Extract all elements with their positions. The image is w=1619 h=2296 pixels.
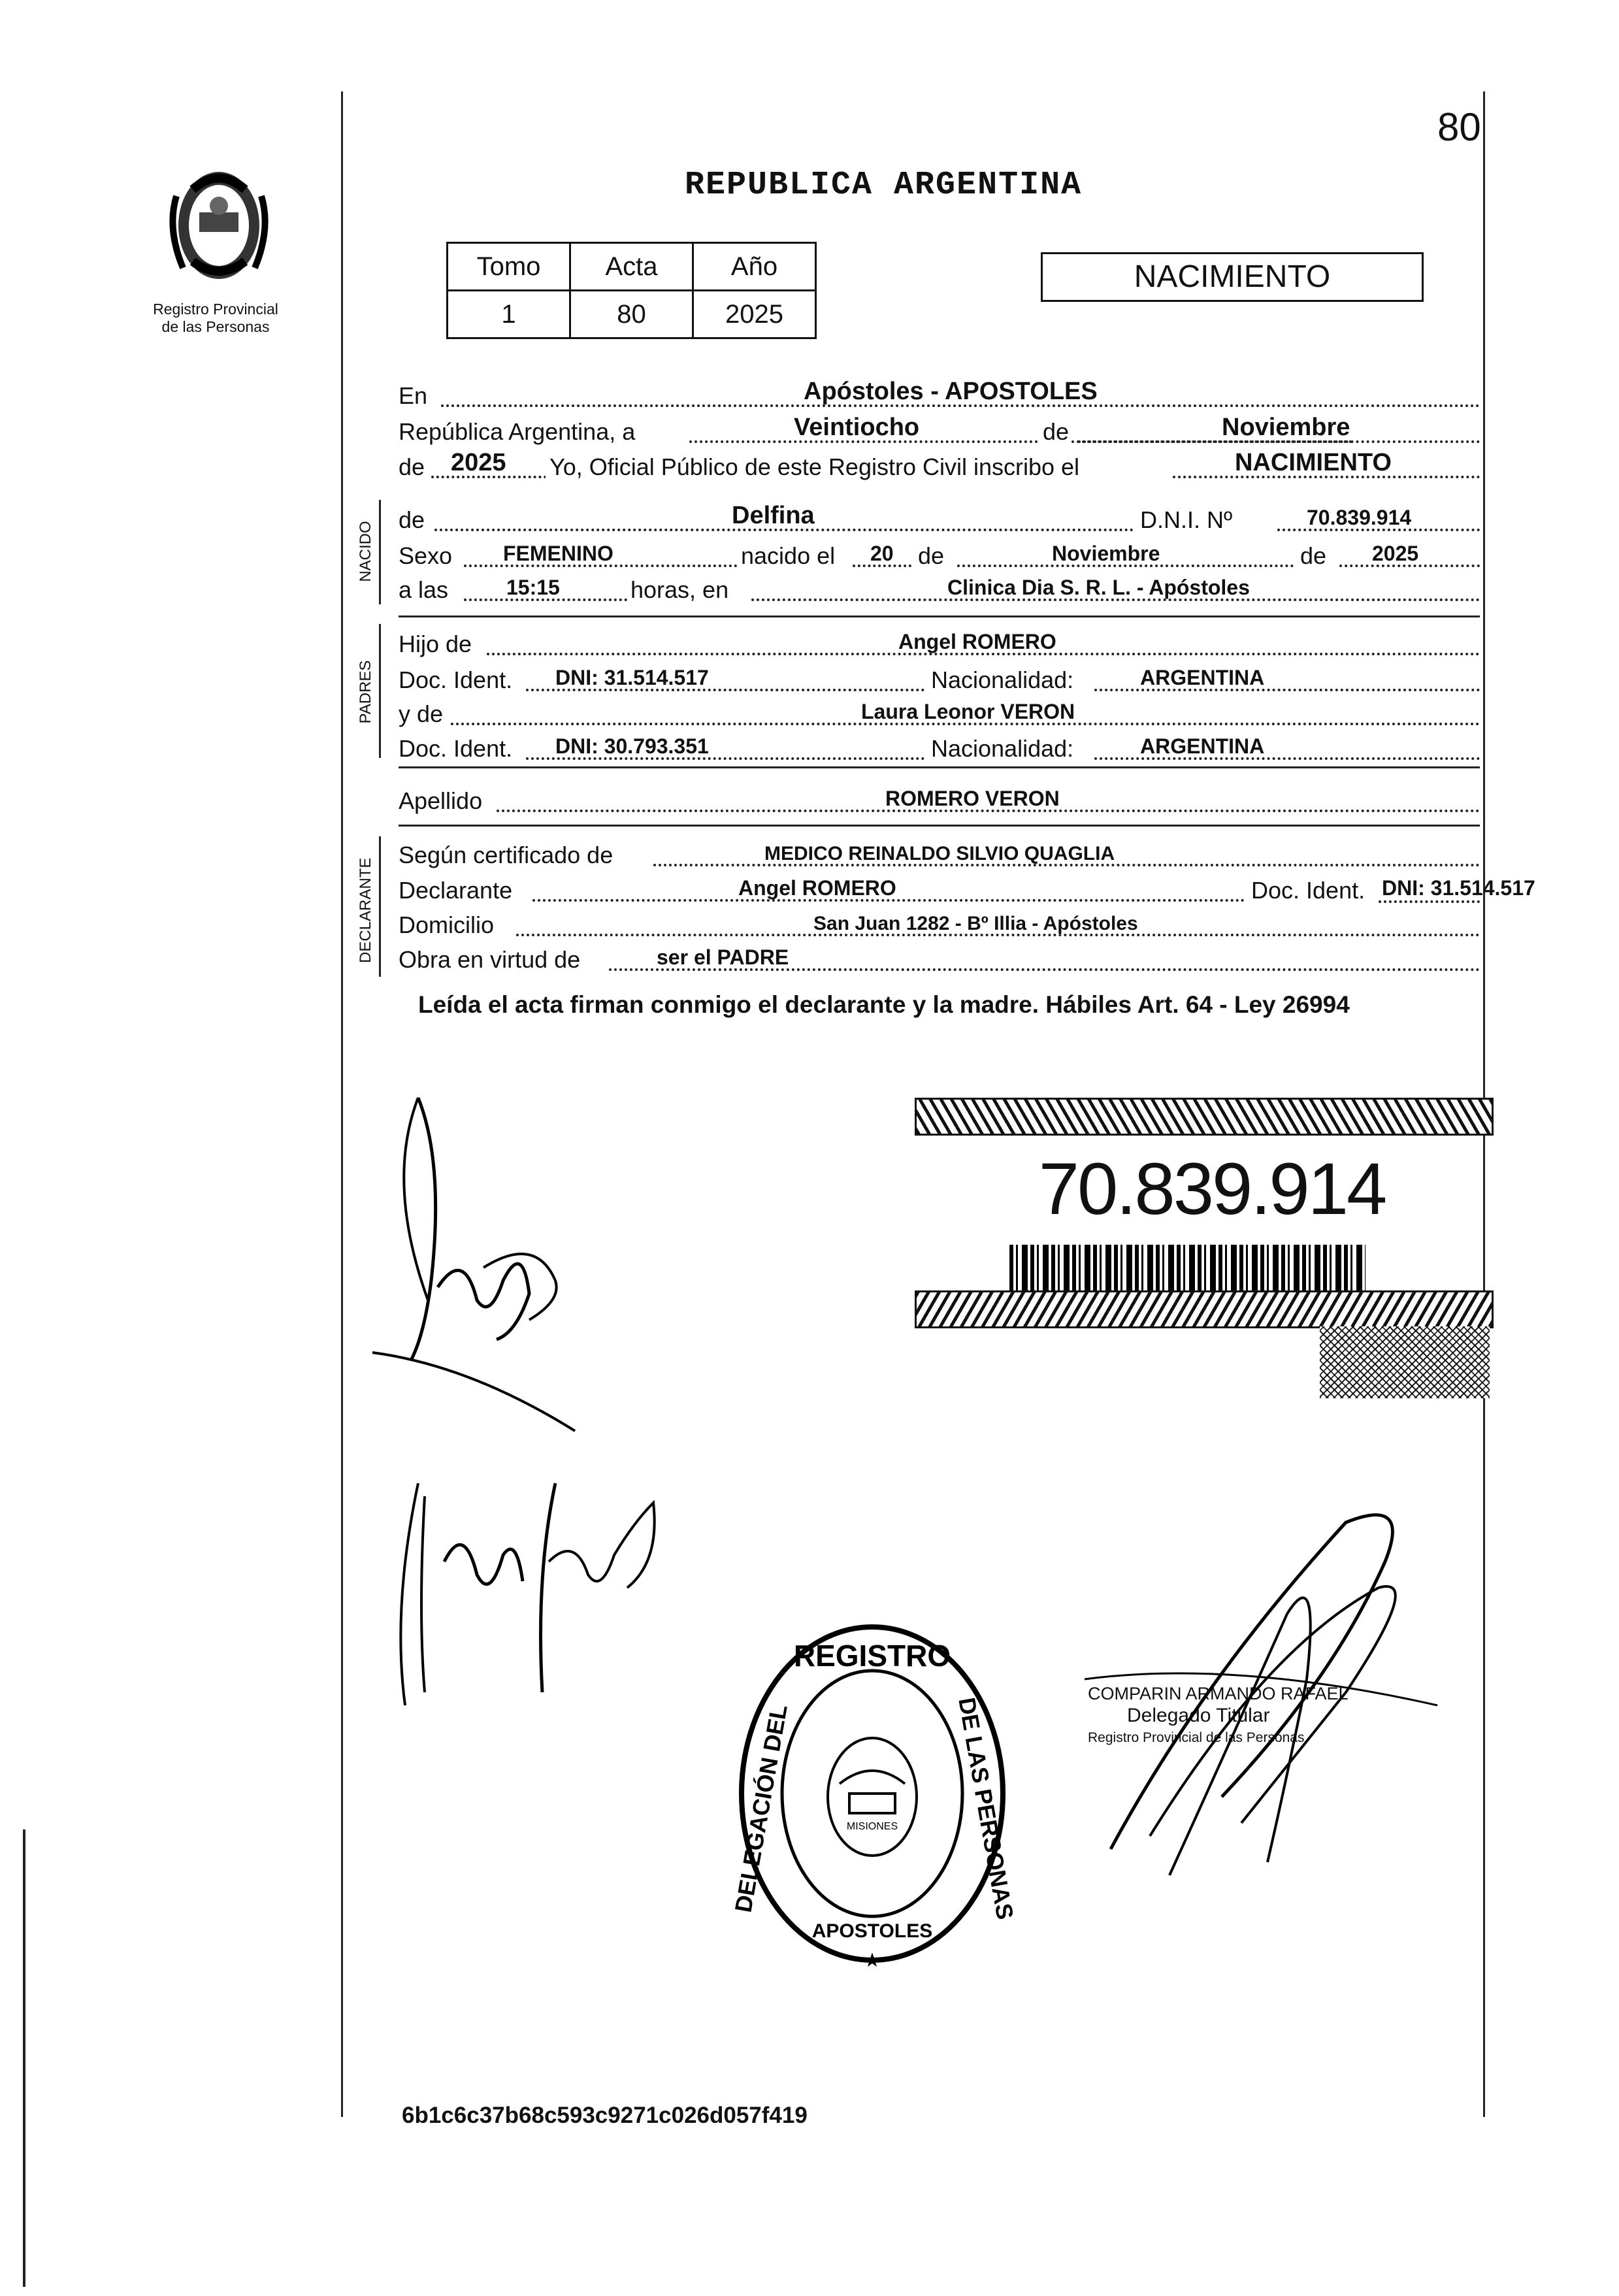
table-cell: 80 xyxy=(570,291,693,338)
delegation-stamp xyxy=(728,1614,1016,1973)
father-doc-value: DNI: 31.514.517 xyxy=(555,666,709,689)
obra-row: Obra en virtud de ser el PADRE xyxy=(399,940,1480,979)
en-row: En Apóstoles - APOSTOLES xyxy=(399,376,1480,415)
address-value: San Juan 1282 - Bº Illia - Apóstoles xyxy=(813,913,1138,934)
mother-doc-value: DNI: 30.793.351 xyxy=(555,734,709,758)
madre-doc-row: Doc. Ident. DNI: 30.793.351 Nacionalidad: ARGENTINA xyxy=(399,729,1480,768)
declarant-signature xyxy=(366,1085,601,1451)
domicilio-row: Domicilio San Juan 1282 - Bº Illia - Apóstoles xyxy=(399,905,1480,944)
birth-day-value: 20 xyxy=(870,542,894,565)
act-type-box: NACIMIENTO xyxy=(1041,252,1424,302)
nacido-name-row: de Delfina D.N.I. Nº 70.839.914 xyxy=(399,500,1480,539)
official-office: Registro Provincial de las Personas xyxy=(1088,1730,1305,1745)
logo-caption: Registro Provincial de las Personas xyxy=(153,301,278,335)
closing-text: Leída el acta firman conmigo el declarante y la madre. Hábiles Art. 64 - Ley 26994 xyxy=(418,991,1350,1018)
stamp-bottom-text: APOSTOLES xyxy=(811,1920,933,1942)
surname-value: ROMERO VERON xyxy=(885,787,1060,810)
apellido-row: Apellido ROMERO VERON xyxy=(399,781,1480,820)
birth-year-value: 2025 xyxy=(1372,542,1419,565)
inscription-row: de 2025 Yo, Oficial Público de este Registro Civil inscribo el NACIMIENTO xyxy=(399,447,1480,486)
svg-text:★: ★ xyxy=(863,1949,881,1972)
child-name-value: Delfina xyxy=(732,502,815,529)
mother-signature xyxy=(379,1444,679,1718)
inscription-value: NACIMIENTO xyxy=(1235,449,1392,476)
record-table xyxy=(446,242,817,339)
padres-bracket xyxy=(379,624,381,758)
table-header: Año xyxy=(693,243,816,291)
document-hash: 6b1c6c37b68c593c9271c026d057f419 xyxy=(402,2103,808,2128)
section-divider xyxy=(399,766,1480,768)
declarant-name-value: Angel ROMERO xyxy=(738,876,896,900)
birth-place-value: Clinica Dia S. R. L. - Apóstoles xyxy=(947,576,1250,599)
stamp-left-text: DELEGACIÓN DEL xyxy=(729,1702,793,1914)
page-number: 80 xyxy=(1437,105,1481,149)
section-divider xyxy=(399,615,1480,617)
locality-value: Apóstoles - APOSTOLES xyxy=(804,378,1098,405)
date-row: República Argentina, a Veintiocho de Noviembre xyxy=(399,412,1480,451)
declarante-row: Declarante Angel ROMERO Doc. Ident. DNI: 31.514.517 xyxy=(399,876,1535,904)
madre-row: y de Laura Leonor VERON xyxy=(399,694,1480,733)
document-title: REPUBLICA ARGENTINA xyxy=(685,167,1083,204)
nacido-section-label: NACIDO xyxy=(357,521,374,582)
father-nationality-value: ARGENTINA xyxy=(1140,666,1265,689)
table-cell: 1 xyxy=(448,291,570,338)
security-band-bottom xyxy=(915,1290,1494,1328)
certificate-value: MEDICO REINALDO SILVIO QUAGLIA xyxy=(764,843,1115,864)
table-header: Acta xyxy=(570,243,693,291)
mother-nationality-value: ARGENTINA xyxy=(1140,734,1265,758)
table-header: Tomo xyxy=(448,243,570,291)
stamp-right-text: DE LAS PERSONAS xyxy=(953,1695,1016,1922)
declarant-doc-value: DNI: 31.514.517 xyxy=(1382,876,1535,900)
security-band-top xyxy=(915,1098,1494,1136)
stamp-inner-text: MISIONES xyxy=(846,1821,898,1832)
nacido-bracket xyxy=(379,500,381,604)
official-role: Delegado Titular xyxy=(1127,1705,1270,1726)
padres-section-label: PADRES xyxy=(357,660,374,724)
month-value: Noviembre xyxy=(1222,414,1350,441)
certificado-row: Según certificado de MEDICO REINALDO SILVIO QUAGLIA xyxy=(399,835,1480,874)
stamp-top-text: REGISTRO xyxy=(793,1639,951,1673)
sex-value: FEMENINO xyxy=(503,542,613,565)
table-cell: 2025 xyxy=(693,291,816,338)
nacido-sex-row: Sexo FEMENINO nacido el 20 de Noviembre de 2025 xyxy=(399,536,1480,575)
reason-value: ser el PADRE xyxy=(657,945,789,969)
section-divider xyxy=(399,825,1480,827)
father-name-value: Angel ROMERO xyxy=(898,630,1056,653)
province-seal-logo xyxy=(154,150,284,294)
padre-row: Hijo de Angel ROMERO xyxy=(399,624,1480,663)
official-name: COMPARIN ARMANDO RAFAEL xyxy=(1088,1684,1349,1703)
year-value: 2025 xyxy=(451,449,506,476)
nacido-time-row: a las 15:15 horas, en Clinica Dia S. R. L. - Apóstoles xyxy=(399,570,1480,609)
declarante-bracket xyxy=(379,836,381,977)
security-pattern xyxy=(1320,1326,1490,1398)
official-signature xyxy=(1071,1483,1464,1888)
edge-mark xyxy=(23,1829,25,2287)
child-dni-value: 70.839.914 xyxy=(1307,506,1412,529)
birth-time-value: 15:15 xyxy=(506,576,560,599)
declarante-section-label: DECLARANTE xyxy=(357,857,374,963)
left-margin-line xyxy=(341,91,343,2117)
dni-large: 70.839.914 xyxy=(1038,1148,1386,1230)
day-value: Veintiocho xyxy=(794,414,920,441)
mother-name-value: Laura Leonor VERON xyxy=(861,700,1075,723)
padre-doc-row: Doc. Ident. DNI: 31.514.517 Nacionalidad: ARGENTINA xyxy=(399,660,1480,699)
birth-month-value: Noviembre xyxy=(1052,542,1160,565)
